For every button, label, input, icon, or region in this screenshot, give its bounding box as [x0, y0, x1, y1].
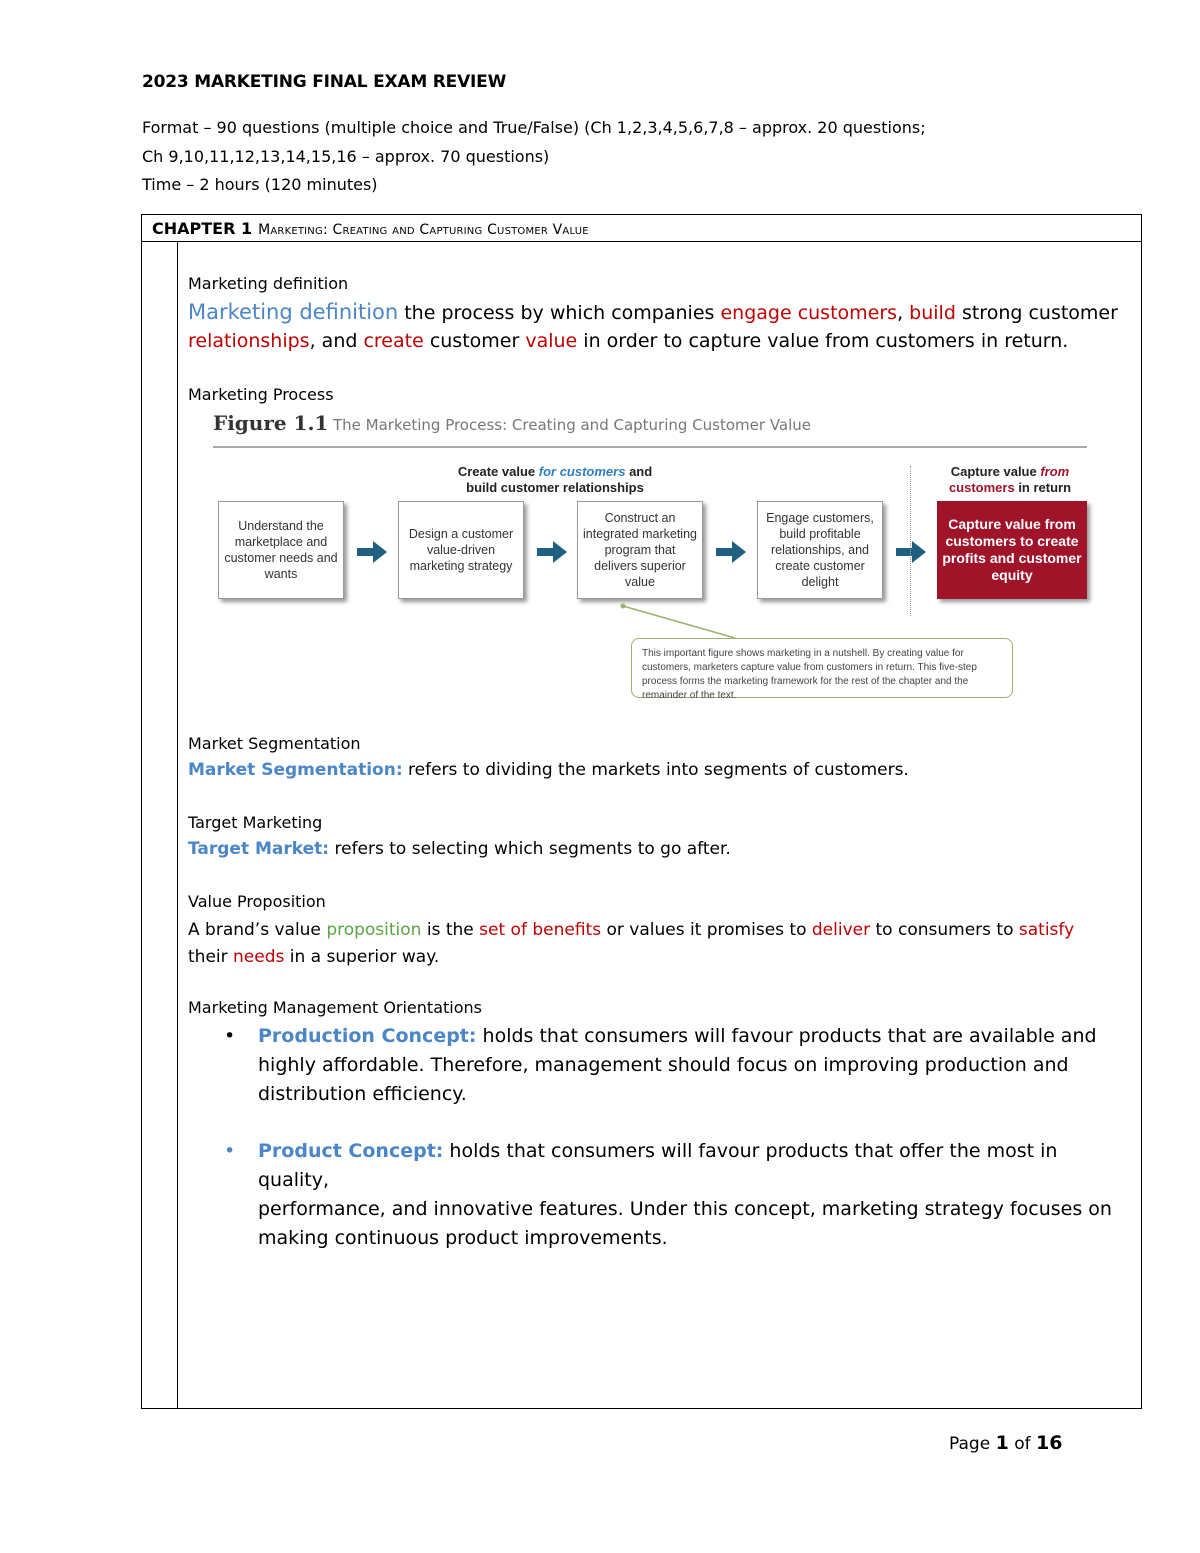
footer-text: Page — [949, 1434, 996, 1454]
page-number — [949, 1432, 1062, 1454]
heading-fragment: customers — [948, 480, 1015, 495]
text-fragment: holds that consumers will favour products that are available and — [476, 1025, 1097, 1047]
heading-fragment-italic: for customers — [538, 464, 626, 479]
page-title: 2023 MARKETING FINAL EXAM REVIEW — [142, 72, 507, 92]
format-line-1: Format – 90 questions (multiple choice and True/False) (Ch 1,2,3,4,5,6,7,8 – approx. 20 questions; — [142, 118, 926, 137]
chapter-title: Marketing: Creating and Capturing Customer Value — [258, 222, 589, 238]
heading-fragment: Capture value — [950, 464, 1041, 479]
arrow-right-icon — [535, 538, 569, 566]
figure-divider — [910, 466, 911, 616]
text-fragment: strong customer — [955, 302, 1118, 324]
text-fragment: making continuous product improvements. — [258, 1227, 668, 1249]
highlight-proposition: proposition — [326, 920, 422, 940]
bullet-icon: • — [224, 1025, 236, 1047]
text-fragment: highly affordable. Therefore, management should focus on improving production and — [258, 1054, 1069, 1076]
figure-step-5: Capture value from customers to create profits and customer equity — [937, 501, 1087, 599]
callout-pointer — [615, 600, 745, 642]
text-fragment: performance, and innovative features. Under this concept, marketing strategy focuses on — [258, 1198, 1112, 1220]
highlight-needs: needs — [233, 947, 285, 967]
text-fragment: to consumers to — [870, 920, 1019, 940]
footer-text: of — [1008, 1434, 1036, 1454]
term-target-market: Target Market: — [188, 839, 330, 859]
text-fragment: distribution efficiency. — [258, 1083, 467, 1105]
figure-rule — [213, 446, 1087, 448]
highlight-create: create — [363, 330, 424, 352]
text-fragment: or values it promises to — [601, 920, 812, 940]
marketing-definition-text — [188, 298, 1128, 355]
figure-callout: This important figure shows marketing in a nutshell. By creating value for customers, marketers capture value from customers in return. This five-step process forms the marketing framework for the rest of the chapter and the remainder of the text. — [631, 638, 1013, 698]
current-page: 1 — [995, 1432, 1009, 1454]
market-segmentation-text — [188, 760, 909, 780]
section-heading-marketing-definition: Marketing definition — [188, 274, 349, 293]
heading-fragment: in return — [1014, 480, 1072, 495]
section-heading-value-proposition: Value Proposition — [188, 892, 326, 911]
chapter-header — [142, 215, 1141, 242]
figure-subtitle: The Marketing Process: Creating and Capturing Customer Value — [333, 416, 812, 434]
bullet-icon: • — [224, 1140, 236, 1162]
text-fragment: customer — [423, 330, 526, 352]
figure-heading-create-value — [420, 464, 690, 496]
orientations-list — [188, 1022, 1128, 1253]
section-heading-market-segmentation: Market Segmentation — [188, 734, 361, 753]
term-market-segmentation: Market Segmentation: — [188, 760, 403, 780]
figure-step-4: Engage customers, build profitable relationships, and create customer delight — [757, 501, 883, 599]
target-market-text — [188, 839, 731, 859]
text-fragment: the process by which companies — [398, 302, 721, 324]
text-fragment: , and — [309, 330, 364, 352]
text-fragment: holds that consumers will favour products that offer the most in quality, — [258, 1140, 1058, 1191]
chapter-number: CHAPTER 1 — [152, 219, 253, 238]
text-fragment: in order to capture value from customers in return. — [577, 330, 1069, 352]
figure-step-2: Design a customer value-driven marketing strategy — [398, 501, 524, 599]
text-fragment: refers to dividing the markets into segments of customers. — [402, 760, 909, 780]
term-production-concept: Production Concept: — [258, 1025, 477, 1047]
text-fragment: is the — [421, 920, 480, 940]
section-heading-target-marketing: Target Marketing — [188, 813, 323, 832]
figure-label: Figure 1.1 — [213, 411, 329, 435]
text-fragment: their — [188, 947, 234, 967]
text-fragment: refers to selecting which segments to go after. — [329, 839, 731, 859]
heading-fragment: and — [625, 464, 653, 479]
figure-heading-capture-value — [930, 464, 1090, 496]
text-fragment: in a superior way. — [284, 947, 440, 967]
time-line: Time – 2 hours (120 minutes) — [142, 175, 378, 194]
total-pages: 16 — [1036, 1432, 1063, 1454]
highlight-build: build — [909, 302, 956, 324]
highlight-engage-customers: engage customers — [720, 302, 898, 324]
arrow-right-icon — [894, 538, 928, 566]
section-heading-orientations: Marketing Management Orientations — [188, 998, 482, 1017]
section-heading-marketing-process: Marketing Process — [188, 385, 334, 404]
arrow-right-icon — [714, 538, 748, 566]
highlight-deliver: deliver — [811, 920, 871, 940]
highlight-value: value — [525, 330, 578, 352]
format-line-2: Ch 9,10,11,12,13,14,15,16 – approx. 70 questions) — [142, 147, 550, 166]
table-left-column-divider — [177, 242, 178, 1408]
figure-step-1: Understand the marketplace and customer needs and wants — [218, 501, 344, 599]
term-marketing-definition: Marketing definition — [188, 300, 399, 324]
figure-step-3: Construct an integrated marketing program that delivers superior value — [577, 501, 703, 599]
heading-fragment: Create value — [457, 464, 539, 479]
value-proposition-text — [188, 917, 1128, 971]
text-fragment: , — [897, 302, 910, 324]
arrow-right-icon — [355, 538, 389, 566]
list-item — [188, 1022, 1128, 1109]
term-product-concept: Product Concept: — [258, 1140, 444, 1162]
heading-fragment: build customer relationships — [466, 480, 644, 495]
highlight-relationships: relationships — [188, 330, 310, 352]
list-item — [188, 1137, 1128, 1253]
text-fragment: A brand’s value — [188, 920, 327, 940]
highlight-set-of-benefits: set of benefits — [479, 920, 602, 940]
highlight-satisfy: satisfy — [1018, 920, 1075, 940]
heading-fragment-italic: from — [1040, 464, 1070, 479]
